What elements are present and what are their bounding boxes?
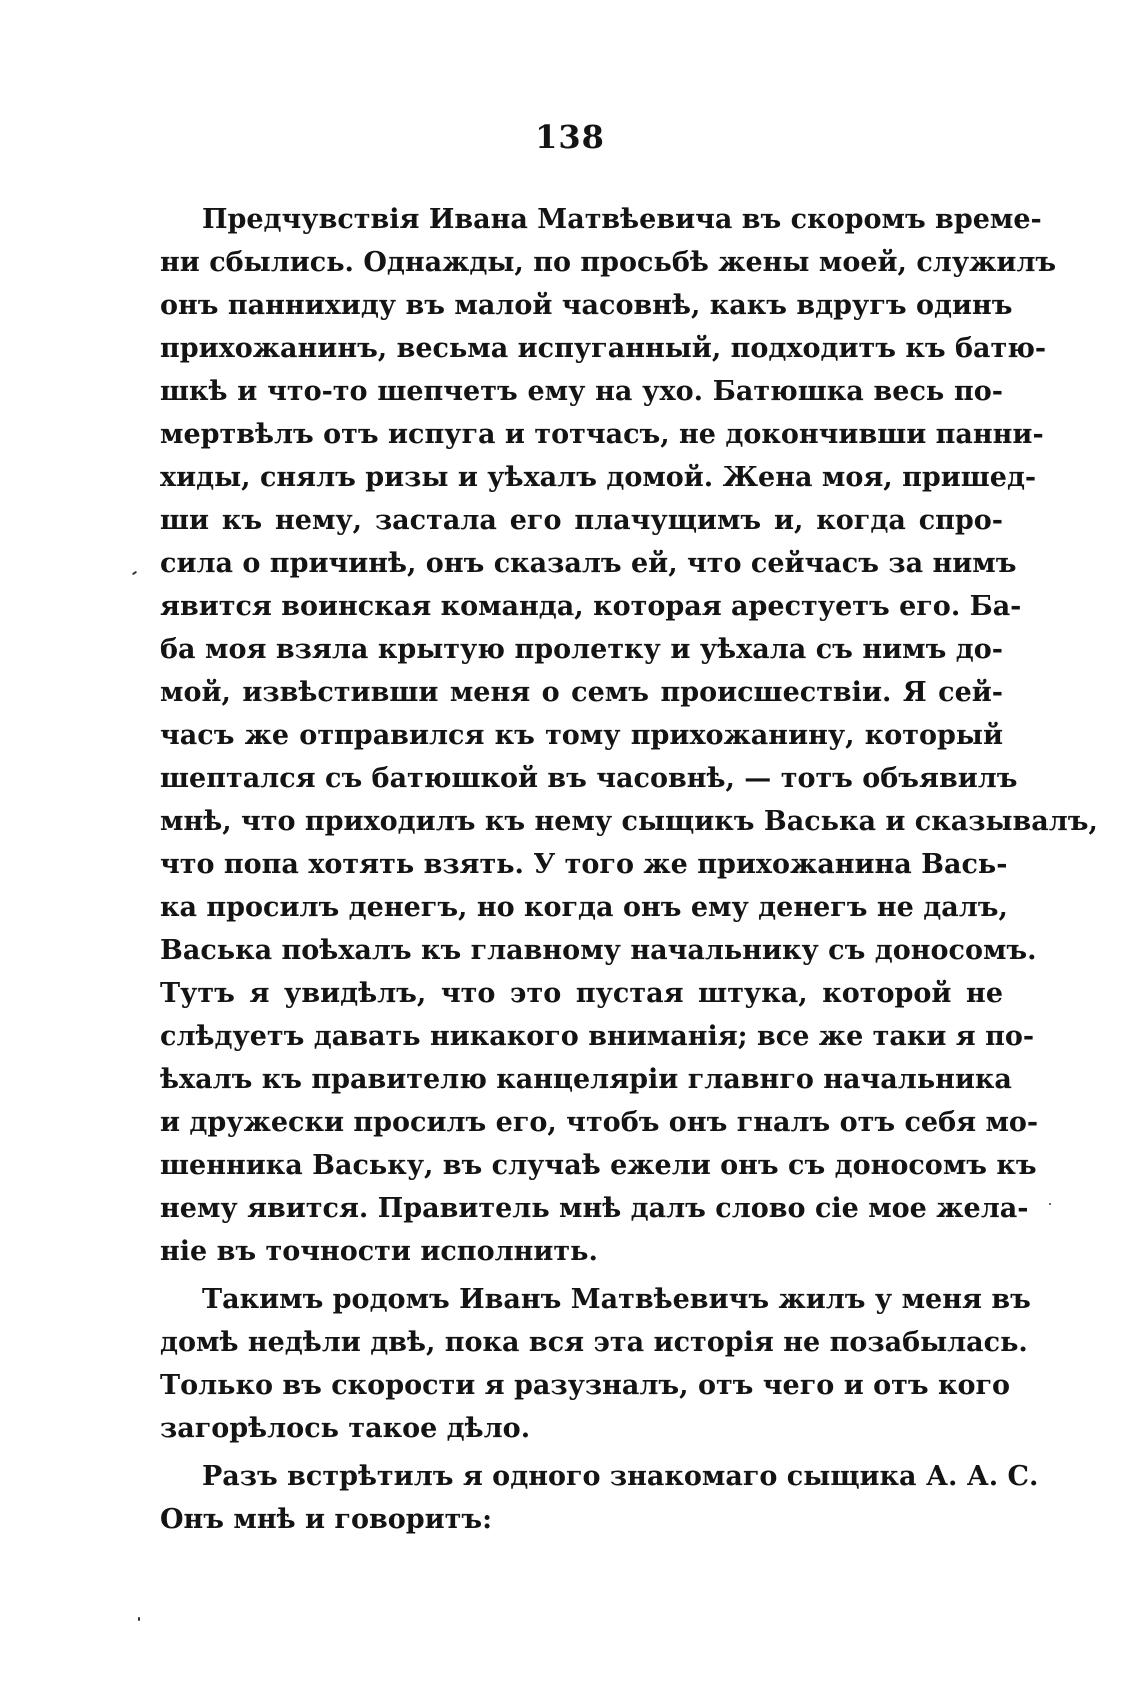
text-line: Такимъ родомъ Иванъ Матвѣевичъ жилъ у меня въ bbox=[202, 1284, 1031, 1315]
text-line: что попа хотять взять. У того же прихожанина Вась- bbox=[160, 849, 1008, 880]
text-line: мой, извѣстивши меня о семъ происшествіи. Я сей- bbox=[160, 677, 1003, 708]
text-line: Онъ мнѣ и говоритъ: bbox=[160, 1504, 493, 1535]
scan-speck bbox=[1049, 1203, 1051, 1205]
text-line: мертвѣлъ отъ испуга и тотчасъ, не докончивши панни- bbox=[160, 419, 1044, 450]
text-line: шептался съ батюшкой въ часовнѣ, — тотъ объявилъ bbox=[160, 763, 1018, 794]
paragraph bbox=[160, 198, 1098, 1273]
text-line: Тутъ я увидѣлъ, что это пустая штука, которой не bbox=[160, 978, 1003, 1009]
text-line: домѣ недѣли двѣ, пока вся эта исторія не позабылась. bbox=[160, 1327, 1028, 1358]
text-line: ба моя взяла крытую пролетку и уѣхала съ нимъ до- bbox=[160, 634, 1003, 665]
text-line: Только въ скорости я разузналъ, отъ чего и отъ кого bbox=[160, 1370, 1011, 1401]
scan-speck bbox=[138, 1617, 140, 1621]
text-line: часъ же отправился къ тому прихожанину, который bbox=[160, 720, 1003, 751]
text-line: Предчувствія Ивана Матвѣевича въ скоромъ време- bbox=[202, 204, 1042, 235]
text-line: загорѣлось такое дѣло. bbox=[160, 1413, 531, 1444]
text-line: хиды, снялъ ризы и уѣхалъ домой. Жена моя, пришед- bbox=[160, 462, 1037, 493]
text-line: прихожанинъ, весьма испуганный, подходитъ къ батю- bbox=[160, 333, 1047, 364]
text-line: слѣдуетъ давать никакого вниманія; все же таки я по- bbox=[160, 1021, 1035, 1052]
text-line: сила о причинѣ, онъ сказалъ ей, что сейчасъ за нимъ bbox=[160, 548, 1017, 579]
text-line: ши къ нему, застала его плачущимъ и, когда спро- bbox=[160, 505, 1003, 536]
page-body bbox=[160, 198, 1098, 1541]
text-line: и дружески просилъ его, чтобъ онъ гналъ отъ себя мо- bbox=[160, 1107, 1039, 1138]
paragraph bbox=[160, 1278, 1031, 1450]
text-line: шкѣ и что-то шепчетъ ему на ухо. Батюшка весь по- bbox=[160, 376, 1003, 407]
text-line: ніе въ точности исполнить. bbox=[160, 1236, 598, 1267]
text-line: Разъ встрѣтилъ я одного знакомаго сыщика А. А. С. bbox=[202, 1461, 1039, 1492]
scan-speck bbox=[132, 571, 137, 576]
text-line: ка просилъ денегъ, но когда онъ ему денегъ не далъ, bbox=[160, 892, 1008, 923]
text-line: онъ паннихиду въ малой часовнѣ, какъ вдругъ одинъ bbox=[160, 290, 1013, 321]
text-line: явится воинская команда, которая арестуетъ его. Ба- bbox=[160, 591, 1022, 622]
text-line: ни сбылись. Однажды, по просьбѣ жены моей, служилъ bbox=[160, 247, 1057, 278]
text-line: мнѣ, что приходилъ къ нему сыщикъ Васька и сказывалъ, bbox=[160, 806, 1098, 837]
page-number: 138 bbox=[535, 118, 605, 156]
text-line: ѣхалъ къ правителю канцеляріи главнго начальника bbox=[160, 1064, 1012, 1095]
text-line: нему явится. Правитель мнѣ далъ слово сіе мое жела- bbox=[160, 1193, 1029, 1224]
paragraph bbox=[160, 1455, 1039, 1541]
text-line: Васька поѣхалъ къ главному начальнику съ доносомъ. bbox=[160, 935, 1037, 966]
text-line: шенника Ваську, въ случаѣ ежели онъ съ доносомъ къ bbox=[160, 1150, 1037, 1181]
